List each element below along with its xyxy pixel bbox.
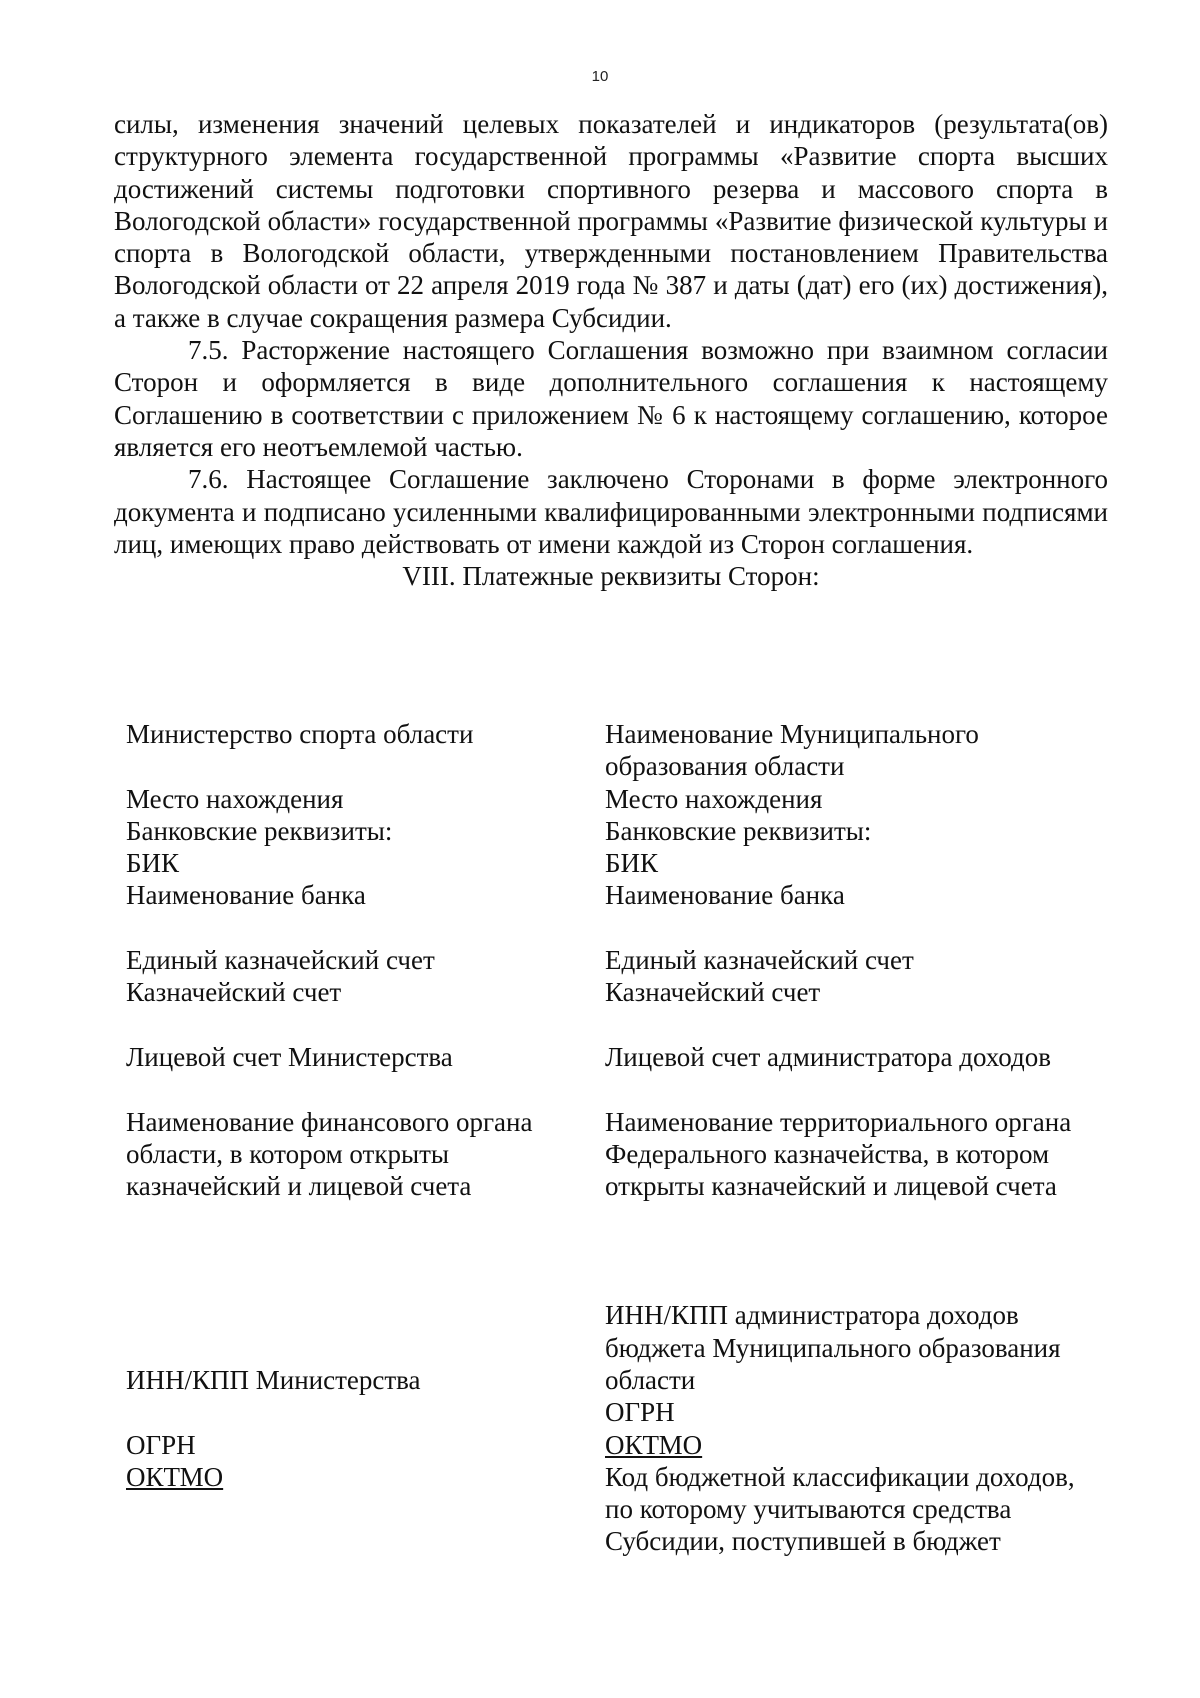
location-label: Место нахождения xyxy=(605,783,823,814)
territorial-body-label-line-3: открыты казначейский и лицевой счета xyxy=(605,1171,1057,1202)
spacer xyxy=(126,1267,576,1299)
ogrn-label: ОГРН xyxy=(126,1429,196,1460)
spacer xyxy=(605,1009,1105,1041)
kbk-label-line-1: Код бюджетной классификации доходов, xyxy=(605,1461,1075,1492)
oktmo-label: ОКТМО xyxy=(126,1461,224,1492)
bank-details-label: Банковские реквизиты: xyxy=(605,815,872,846)
finance-body-label-line-3: казначейский и лицевой счета xyxy=(126,1171,472,1202)
location-label: Место нахождения xyxy=(126,783,344,814)
personal-account-label: Лицевой счет Министерства xyxy=(126,1041,453,1072)
spacer xyxy=(126,1073,576,1105)
inn-kpp-label-line-1: ИНН/КПП администратора доходов xyxy=(605,1300,1019,1331)
ogrn-label: ОГРН xyxy=(605,1397,675,1428)
municipality-requisites-column xyxy=(605,718,1105,1558)
spacer xyxy=(126,1009,576,1041)
inn-kpp-label: ИНН/КПП Министерства xyxy=(126,1364,421,1395)
spacer xyxy=(605,1073,1105,1105)
finance-body-label-line-1: Наименование финансового органа xyxy=(126,1106,533,1137)
bik-label: БИК xyxy=(126,848,180,879)
document-body xyxy=(114,108,1108,592)
municipality-name-line-2: образования области xyxy=(605,751,845,782)
single-treasury-account-label: Единый казначейский счет xyxy=(126,945,435,976)
territorial-body-label-line-2: Федерального казначейства, в котором xyxy=(605,1138,1050,1169)
spacer xyxy=(126,1332,576,1364)
bank-name-label: Наименование банка xyxy=(605,880,845,911)
bank-name-label: Наименование банка xyxy=(126,880,366,911)
bik-label: БИК xyxy=(605,848,659,879)
spacer xyxy=(126,1202,576,1234)
territorial-body-label-line-1: Наименование территориального органа xyxy=(605,1106,1072,1137)
inn-kpp-label-line-3: области xyxy=(605,1364,696,1395)
paragraph-7-6: 7.6. Настоящее Соглашение заключено Сторонами в форме электронного документа и подписано усиленными квалифицированными электронными подписями лиц, имеющих право действовать от имени каждой из Сторон соглашения. xyxy=(114,464,1108,559)
paragraph-continuation: силы, изменения значений целевых показателей и индикаторов (результата(ов) структурного элемента государственной программы «Развитие спорта высших достижений системы подготовки спортивного резерва и массового спорта в Вологодской области» государственной программы «Развитие физической культуры и спорта в Вологодской области, утвержденными постановлением Правительства Вологодской области от 22 апреля 2019 года № 387 и даты (дат) его (их) достижения), а также в случае сокращения размера Субсидии. xyxy=(114,109,1108,333)
spacer xyxy=(605,1267,1105,1299)
bank-details-label: Банковские реквизиты: xyxy=(126,815,393,846)
ministry-name: Министерство спорта области xyxy=(126,719,474,749)
section-heading: VIII. Платежные реквизиты Сторон: xyxy=(402,561,820,592)
finance-body-label-line-2: области, в котором открыты xyxy=(126,1138,450,1169)
ministry-requisites-column xyxy=(126,718,576,1493)
spacer xyxy=(126,750,576,782)
kbk-label-line-2: по которому учитываются средства xyxy=(605,1494,1012,1525)
spacer xyxy=(605,912,1105,944)
spacer xyxy=(126,912,576,944)
inn-kpp-label-line-2: бюджета Муниципального образования xyxy=(605,1332,1061,1363)
treasury-account-label: Казначейский счет xyxy=(605,977,821,1008)
revenue-admin-account-label: Лицевой счет администратора доходов xyxy=(605,1041,1051,1072)
treasury-account-label: Казначейский счет xyxy=(126,977,342,1008)
spacer xyxy=(126,1235,576,1267)
spacer xyxy=(126,1299,576,1331)
kbk-label-line-3: Субсидии, поступившей в бюджет xyxy=(605,1526,1001,1557)
single-treasury-account-label: Единый казначейский счет xyxy=(605,945,914,976)
oktmo-label: ОКТМО xyxy=(605,1429,703,1460)
municipality-name-line-1: Наименование Муниципального xyxy=(605,719,979,749)
page-number: 10 xyxy=(591,68,609,85)
spacer xyxy=(605,1235,1105,1267)
spacer xyxy=(605,1202,1105,1234)
paragraph-7-5: 7.5. Расторжение настоящего Соглашения возможно при взаимном согласии Сторон и оформляется в виде дополнительного соглашения к настоящему Соглашению в соответствии с приложением № 6 к настоящему соглашению, которое является его неотъемлемой частью. xyxy=(114,335,1108,462)
spacer xyxy=(126,1396,576,1428)
